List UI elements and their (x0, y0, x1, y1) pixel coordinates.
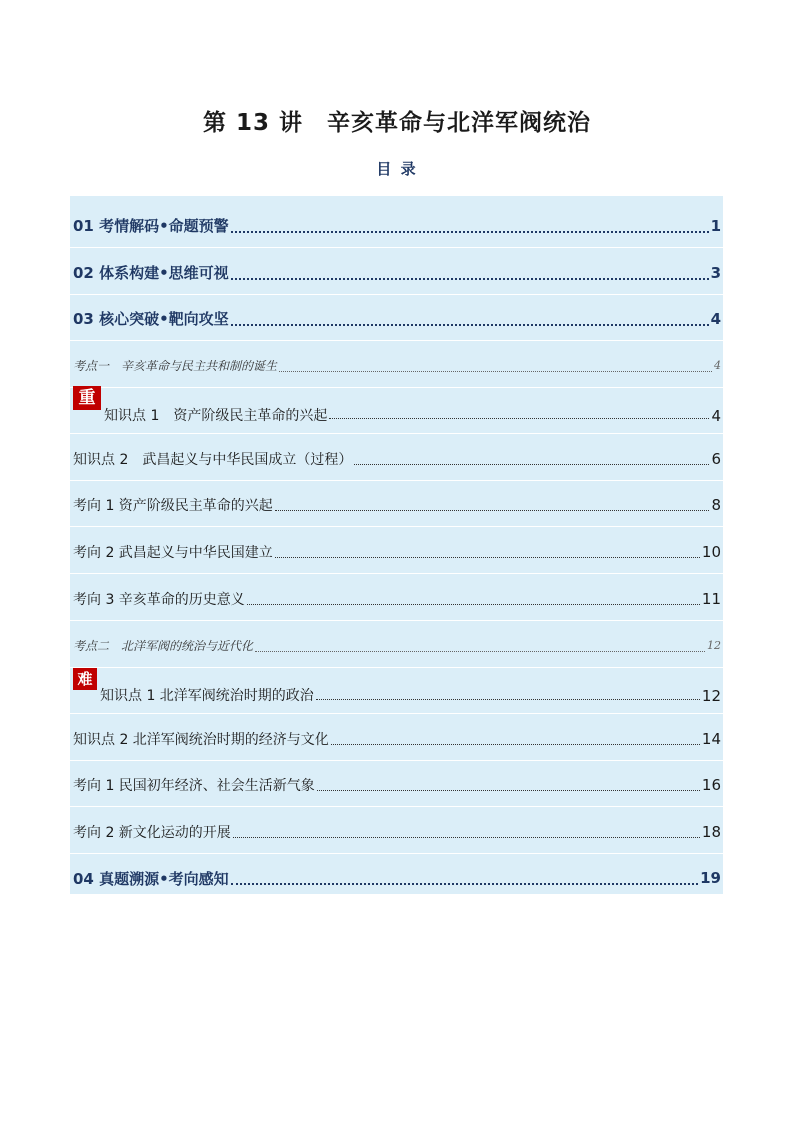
toc-entry-label: 知识点 1 资产阶级民主革命的兴起 (104, 408, 328, 424)
toc-page-number: 4 (710, 309, 721, 328)
dot-leader (247, 604, 700, 605)
toc-entry-label: 考点一 辛亥革命与民主共和制的诞生 (73, 359, 278, 373)
toc-entry-label: 考点二 北洋军阀的统治与近代化 (73, 639, 254, 653)
toc-entry-03[interactable] (70, 297, 723, 341)
toc-entry-label: 03 核心突破•靶向攻坚 (73, 310, 229, 328)
toc-page-number: 3 (710, 263, 721, 282)
toc-page-number: 4 (714, 359, 721, 372)
toc-page-number: 8 (711, 495, 721, 514)
difficult-point-badge: 难 (73, 668, 97, 690)
toc-entry-01[interactable] (70, 204, 723, 248)
dot-leader (329, 418, 709, 419)
toc-entry-label: 考向 1 资产阶级民主革命的兴起 (73, 497, 273, 514)
toc-entry-kaodian-1[interactable] (70, 344, 723, 388)
toc-entry-kaodian-2[interactable] (70, 624, 723, 668)
dot-leader (231, 231, 709, 233)
dot-leader (279, 371, 712, 372)
toc-page-number: 14 (701, 729, 721, 748)
toc-entry-label: 考向 3 辛亥革命的历史意义 (73, 591, 245, 608)
dot-leader (331, 744, 700, 745)
toc-entry-kaoxiang-1a[interactable] (70, 483, 723, 527)
dot-leader (275, 510, 710, 511)
toc-page-number: 1 (710, 216, 721, 235)
toc-entry-kaoxiang-2b[interactable] (70, 810, 723, 854)
toc-entry-kaoxiang-2a[interactable] (70, 530, 723, 574)
toc-entry-label: 知识点 2 武昌起义与中华民国成立（过程） (73, 451, 353, 468)
dot-leader (231, 324, 709, 326)
toc-page-number: 19 (700, 869, 721, 887)
toc-entry-label: 考向 1 民国初年经济、社会生活新气象 (73, 777, 315, 794)
toc-entry-label: 知识点 2 北洋军阀统治时期的经济与文化 (73, 731, 329, 748)
toc-page-number: 6 (711, 449, 721, 468)
dot-leader (231, 278, 709, 280)
toc-entry-zhishidian-2a[interactable] (70, 437, 723, 481)
toc-entry-kaoxiang-1b[interactable] (70, 763, 723, 807)
toc-page-number: 12 (707, 639, 721, 652)
toc-entry-label: 考向 2 新文化运动的开展 (73, 824, 231, 841)
toc-entry-label: 知识点 1 北洋军阀统治时期的政治 (100, 688, 314, 704)
toc-page-number: 12 (701, 687, 721, 705)
dot-leader (255, 651, 705, 652)
toc-entry-label: 01 考情解码•命题预警 (73, 217, 229, 235)
toc-entry-zhishidian-1b[interactable] (70, 666, 723, 714)
toc-entry-label: 考向 2 武昌起义与中华民国建立 (73, 544, 273, 561)
table-of-contents (70, 196, 723, 894)
key-point-badge: 重 (73, 386, 101, 410)
toc-heading: 目 录 (376, 160, 418, 178)
dot-leader (231, 883, 698, 885)
toc-page-number: 4 (711, 407, 721, 425)
toc-page-number: 16 (701, 775, 721, 794)
dot-leader (354, 464, 709, 465)
toc-entry-label: 04 真题溯源•考向感知 (73, 869, 229, 888)
dot-leader (317, 790, 700, 791)
page-title: 第 13 讲 辛亥革命与北洋军阀统治 (202, 110, 592, 136)
toc-entry-zhishidian-1a[interactable] (70, 384, 723, 434)
toc-page-number: 10 (701, 542, 721, 561)
toc-page-number: 18 (701, 822, 721, 841)
dot-leader (233, 837, 700, 838)
toc-entry-02[interactable] (70, 251, 723, 295)
toc-entry-kaoxiang-3a[interactable] (70, 577, 723, 621)
dot-leader (275, 557, 700, 558)
dot-leader (316, 699, 700, 700)
toc-entry-label: 02 体系构建•思维可视 (73, 264, 229, 282)
toc-entry-04[interactable] (70, 856, 723, 900)
toc-page-number: 11 (701, 589, 721, 608)
toc-entry-zhishidian-2b[interactable] (70, 717, 723, 761)
